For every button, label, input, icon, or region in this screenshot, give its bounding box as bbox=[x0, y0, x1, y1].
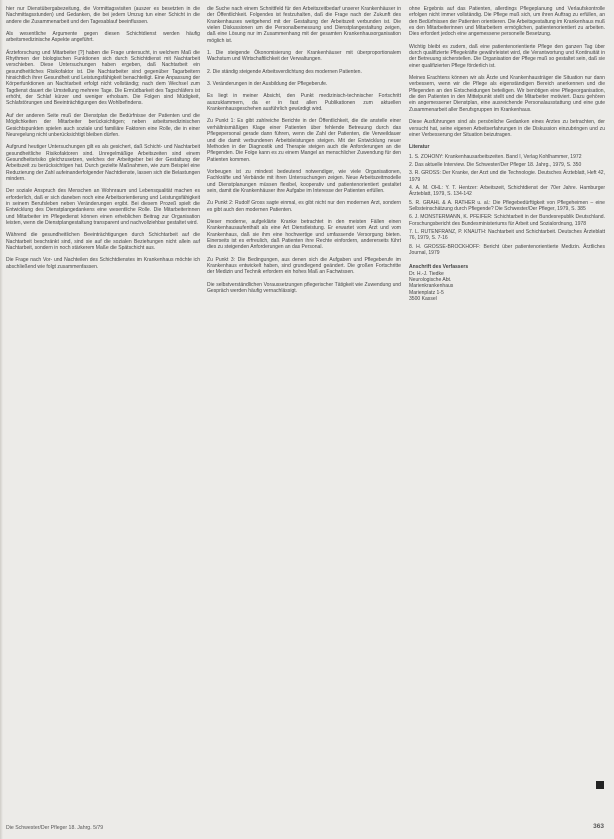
paragraph: Diese Ausführungen sind als persönliche Gedanken eines Arztes zu betrachten, der versucht hat, seine eigenen Arbeitserfahrungen in die Diskussion einzubringen und zu einer Verbesserung der Situation beizutragen. bbox=[409, 119, 605, 138]
literature-item: 3. R. GROSS: Der Kranke, der Arzt und die Technologie. Deutsches Ärzteblatt, Heft 42, 1979 bbox=[409, 170, 605, 183]
paragraph: Zu Punkt 3: Die Bedingungen, aus denen sich die Aufgaben und Pflegeberufe im Krankenhaus entwickelt haben, sind grundlegend geändert. Die großen Fortschritte der Medizin und Technik erfordern ein hohes Maß an Fachwissen. bbox=[207, 256, 401, 276]
text-column-1 bbox=[6, 6, 200, 276]
paragraph: 3. Veränderungen in der Ausbildung der Pflegeberufe. bbox=[207, 81, 328, 88]
literature-item: 1. S. ZOHONY: Krankenhausarbeitszeiten. Band I, Verlag Kohlhammer, 1972 bbox=[409, 153, 582, 160]
address-line: Marienkrankenhaus bbox=[409, 283, 454, 290]
paragraph: Auf der anderen Seite muß der Dienstplan die Bedürfnisse der Patienten und die Möglichkeiten der Mitarbeiter berücksichtigen; neben arbeitsmedizinischen Gesichtspunkten spielen auch soziale und familiäre Faktoren eine Rolle, die in einer Neuregelung nicht unberücksichtigt bleiben dürfen. bbox=[6, 112, 200, 138]
paragraph: Die Frage nach Vor- und Nachteilen des Schichtdienstes im Krankenhaus möchte ich abschließend wie folgt zusammenfassen. bbox=[6, 257, 200, 270]
paragraph: Zu Punkt 2: Rudolf Gross sagte einmal, es gibt nicht nur den modernen Arzt, sondern es gibt auch den modernen Patienten. bbox=[207, 200, 401, 213]
paragraph: Wichtig bleibt es zudem, daß eine patientenorientierte Pflege den ganzen Tag über durch qualifizierte Pflegekräfte gewährleistet wird, die Verantwortung und Kontinuität in der Betreuung sicherstellen. Die Organisation der Pflege muß so gestaltet sein, daß sie einer qualifizierten Pflege förderlich ist. bbox=[409, 43, 605, 69]
literature-list bbox=[409, 154, 605, 257]
paragraph: 1. Die steigende Ökonomisierung der Krankenhäuser mit überproportionalem Wachstum und Wirtschaftlichkeit der Verwaltungen. bbox=[207, 50, 401, 63]
page-footer bbox=[6, 823, 604, 835]
paragraph: die Suche nach einem Schnittfeld für den Arbeitszeitbedarf unserer Krankenhäuser in der Öffentlichkeit. Folgendes ist festzuhalten, daß die Frage nach der Zukunft des Krankenhauses weitgehend mit der Gestaltung der Arbeitszeit verbunden ist. Die vielen Diskussionen um die Personalbemessung und Dienstplangestaltung zeigen, daß eine Lösung nur im Zusammenhang mit der gesamten Krankenhausorganisation möglich ist. bbox=[207, 6, 401, 44]
literature-item: 8. H. GROSSE-BROCKHOFF: Bericht über patientenorientierte Medizin. Ärztliches Journal, 1979 bbox=[409, 243, 605, 256]
paragraph: Dieser moderne, aufgeklärte Kranke betrachtet in den meisten Fällen einen Krankenhausaufenthalt als eine Art Dienstleistung. Er erwartet vom Arzt und vom Krankenhaus, daß sie ihm eine hochwertige und umfassende Versorgung bieten. Einerseits ist es erfreulich, daß Patienten ihre Rechte einfordern, andererseits führt dies zu steigenden Anforderungen an das Personal. bbox=[207, 218, 401, 251]
paragraph: Es liegt in meiner Absicht, den Punkt medizinisch-technischer Fortschritt auszuklammern, da er in fast allen Publikationen zum aktuellen Krankenhausgeschehen ausführlich gewürdigt wird. bbox=[207, 93, 401, 113]
literature-item: 6. J. MONSTERMANN, K. PFEIFER: Schichtarbeit in der Bundesrepublik Deutschland. Forschungsbericht des Bundesministeriums für Arbeit und Sozialordnung, 1978 bbox=[409, 214, 605, 227]
paragraph: Vorbeugen ist zu mindest bedeutend notwendiger, wie viele Organisationen, Fachkräfte und Verbände mit ihren Untersuchungen zeigen. Neue Arbeitszeitmodelle und Dienstplanungen müssen flexibel, kooperativ und patientenorientiert gestaltet sein, damit die Krankenhäuser ihre Aufgabe im Interesse der Patienten erfüllen. bbox=[207, 168, 401, 194]
page-number: 363 bbox=[593, 823, 604, 830]
paragraph: Als wesentliche Argumente gegen diesen Schichtdienst werden häufig arbeitsmedizinische Aspekte angeführt. bbox=[6, 31, 200, 44]
address-line: Dr. H.-J. Tiedke bbox=[409, 270, 444, 277]
paragraph: ohne Ergebnis auf das Patienten, allerdings Pflegeplanung und Verlaufskontrolle erfolgen nicht immer vollständig. Die Pflege muß sich, um ihren Auftrag zu erfüllen, an den Bedürfnissen der Patienten orientieren. Die Arbeitsgestaltung im Krankenhaus muß es den Mitarbeiterinnen und Mitarbeitern ermöglichen, patientenorientiert zu arbeiten. Dies erfordert jedoch eine angemessene personelle Besetzung. bbox=[409, 6, 605, 38]
address-line: Neurologische Abt. bbox=[409, 277, 452, 284]
literature-item: 4. A. M. OHL: Y. T. Hentzer: Arbeitszeit, Schichtdienst der 70er Jahre. Hamburger Ärzteblatt, 1979, S. 134-142 bbox=[409, 184, 605, 198]
paragraph: hier nur Dienstübergabezeitung, die Vormittagsvisiten (auszer es besetzten in die Nachmittagsstunden) und Gedanken, die bei jedem Umzug tun einer Schicht in die andere die Zusammenarbeit und den Tagesablauf beeinflussen. bbox=[6, 6, 200, 25]
paragraph: Meines Erachtens können wir als Ärzte und Krankenhausträger die Situation nur dann verbessern, wenn wir die Pflege als eigenständigen Bereich anerkennen und die Pflegenden an den Entscheidungen beteiligen. Wir benötigen eine Pflegeorganisation, die den Patienten in den Mittelpunkt stellt und die Mitarbeiter motiviert. Dazu gehören ein angemessener Dienstplan, eine ausreichende Personalausstattung und eine gute Zusammenarbeit aller Berufsgruppen im Krankenhaus. bbox=[409, 75, 605, 113]
literature-heading: Literatur bbox=[409, 144, 430, 151]
text-column-3 bbox=[409, 6, 605, 302]
journal-citation: Die Schwester/Der Pfleger 18. Jahrg. 5/79 bbox=[6, 825, 104, 831]
author-address-heading: Anschrift des Verfassers bbox=[409, 264, 469, 271]
author-address bbox=[409, 264, 605, 302]
paragraph: Ärzteforschung und Mitarbeiter [?] haben die Frage untersucht, in welchem Maß die Rhythmen der biologischen Funktionen sich durch Schichtdienst mit Nachtarbeit verschieben. Diese Untersuchungen haben ergeben, daß Nachtarbeit ein gesundheitliches Risikofaktor ist. Die Nachtarbeiter sind gegenüber Tagarbeitern hinsichtlich ihrer Gesundheit und Leistungsfähigkeit benachteiligt. Eine Anpassung der Körperfunktionen an Nachtarbeit erfolgt nicht vollständig; nach dem Wechsel zum Tagdienst dauert die Umstellung mehrere Tage. Die Ermüdbarkeit des Tagschläfers ist erhöht, der Schlaf kürzer und weniger erholsam. Die Folgen sind Müdigkeit, Schlafstörungen und Beeinträchtigungen des Wohlbefindens. bbox=[6, 49, 200, 107]
end-of-article-marker bbox=[596, 781, 604, 789]
text-column-2 bbox=[207, 6, 401, 300]
paragraph: 2. Die ständig steigende Arbeitsverdichtung des modernen Patienten. bbox=[207, 68, 362, 75]
literature-item: 7. L. RUTENFRANZ, P. KNAUTH: Nachtarbeit und Schichtarbeit. Deutsches Ärzteblatt 76, 1979, S. 7-16 bbox=[409, 228, 605, 242]
literature-item: 5. R. GRAHL & A. RATHER u. al.: Die Pflegebedürftigkeit von Pflegeheimen – eine Selbsteinschätzung durch Pflegende? Die Schwester/Der Pfleger, 1979, S. 385 bbox=[409, 199, 605, 212]
paragraph: Aufgrund heutiger Untersuchungen gilt es als gesichert, daß Schicht- und Nachtarbeit gesundheitliche Risikofaktoren sind. Unregelmäßige Arbeitszeiten sind einem Gesundheitsrisiko gleichzusetzen, welches der Arbeitgeber bei der Gestaltung der Arbeitszeit zu berücksichtigen hat. Durch gezielte Maßnahmen, wie zum Beispiel eine Reduzierung der Zahl aufeinanderfolgender Nachtdienste, lassen sich die Belastungen mindern. bbox=[6, 144, 200, 182]
address-line: 3500 Kassel bbox=[409, 296, 437, 303]
paragraph: Während die gesundheitlichen Beeinträchtigungen durch Schichtarbeit auf die Nachtarbeit beschränkt sind, sind sie auf die sozialen Beziehungen nicht allein auf Nachtarbeit, sondern in noch stärkerem Maße die Spätschicht aus. bbox=[6, 232, 200, 251]
page-fold-shadow bbox=[0, 0, 3, 839]
address-line: Marienplatz 1-5 bbox=[409, 289, 444, 296]
paragraph: Zu Punkt 1: Es gibt zahlreiche Berichte in der Öffentlichkeit, die die anstelle einer verhältnismäßigen Klage einer Patienten über fehlende Betreuung durch das Pflegepersonal gerade dann führen, wenn die Zahl der Patienten, die Verweildauer und die damit verbundenen Arbeitsleistungen steigen. Mit der Entwicklung neuer Methoden in der Diagnostik und Therapie steigen auch die Anforderungen an die Pflegenden. Die Folge kann es zu einem Mangel an menschlicher Zuwendung für den Patienten kommen. bbox=[207, 118, 401, 163]
paragraph: Die selbstverständlichen Voraussetzungen pflegerischer Tätigkeit wie Zuwendung und Gespräch werden häufig vernachlässigt. bbox=[207, 281, 401, 295]
literature-item: 2. Das aktuelle Interview. Die Schwester/Der Pfleger 18. Jahrg., 1979, S. 350 bbox=[409, 161, 582, 168]
paragraph: Der soziale Anspruch des Menschen an Wohnraum und Lebensqualität machen es erforderlich, daß er sich daneben noch eine Arbeitsorientierung und Leistungsfähigkeit in seinem Berufsleben neben Veränderungen ergibt. Bei diesem Prozeß spielt die Entwicklung des Dienstplangedankens eine wesentliche Rolle. Die Mitarbeiterinnen und Mitarbeiter im Pflegedienst können einen erheblichen Beitrag zur Organisation leisten, wenn die Dienstplangestaltung transparent und nachvollziehbar gestaltet wird. bbox=[6, 188, 200, 226]
